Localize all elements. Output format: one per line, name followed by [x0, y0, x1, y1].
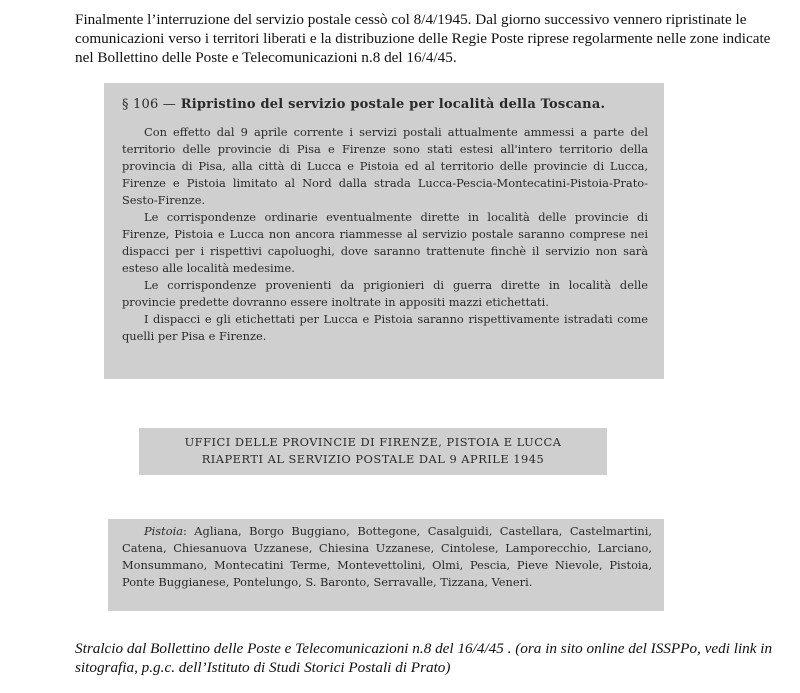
town-list: : Agliana, Borgo Buggiano, Bottegone, Casalguidi, Castellara, Castelmartini, Catena, Chiesanuova Uzzanese, Chiesina Uzzanese, Cintolese, Lamporecchio, Larciano, Monsummano, Montecatini Terme, Montevettolini, Olmi, Pescia, Pieve Nievole, Pistoia, Ponte Buggianese, Pontelungo, S. Baronto, Serravalle, Tizzana, Veneri.	[122, 524, 652, 589]
figure-caption: Stralcio dal Bollettino delle Poste e Telecomunicazioni n.8 del 16/4/45 . (ora in sito online del ISSPPo, vedi link in sitografia, p.g.c. dell’Istituto di Studi Storici Postali di Prato)	[75, 640, 773, 676]
offices-heading-scan	[139, 428, 607, 475]
offices-list-scan	[108, 519, 664, 611]
section-number: § 106 —	[122, 97, 176, 112]
bulletin-scan	[104, 83, 664, 379]
bulletin-paragraph: Le corrispondenze ordinarie eventualmente dirette in località delle provincie di Firenze, Pistoia e Lucca non ancora riammesse al servizio postale saranno comprese nei dispacci per i rispettivi capoluoghi, dove saranno trattenute finchè il servizio non sarà esteso alle località medesime.	[122, 210, 648, 275]
offices-list	[122, 523, 652, 591]
bulletin-paragraph: Con effetto dal 9 aprile corrente i servizi postali attualmente ammessi a parte del territorio delle provincie di Pisa e Firenze sono stati estesi all'intero territorio della provincia di Pisa, alla città di Lucca e Pistoia ed al territorio delle provincie di Lucca, Firenze e Pistoia limitato al Nord dalla strada Lucca-Pescia-Montecatini-Pistoia-Prato-Sesto-Firenze.	[122, 125, 648, 207]
bulletin-paragraph: I dispacci e gli etichettati per Lucca e Pistoia saranno rispettivamente istradati come quelli per Pisa e Firenze.	[122, 312, 648, 343]
offices-heading-line: RIAPERTI AL SERVIZIO POSTALE DAL 9 APRILE 1945	[201, 452, 545, 466]
section-title: Ripristino del servizio postale per località della Toscana.	[180, 97, 606, 112]
bulletin-paragraph: Le corrispondenze provenienti da prigionieri di guerra dirette in località delle provincie predette dovranno essere inoltrate in appositi mazzi etichettati.	[122, 278, 648, 309]
province-name: Pistoia	[144, 524, 184, 538]
intro-paragraph: Finalmente l’interruzione del servizio postale cessò col 8/4/1945. Dal giorno successivo vennero ripristinate le comunicazioni verso i territori liberati e la distribuzione delle Regie Poste riprese regolarmente nelle zone indicate nel Bollettino delle Poste e Telecomunicazioni n.8 del 16/4/45.	[75, 11, 771, 66]
offices-heading-line: UFFICI DELLE PROVINCIE DI FIRENZE, PISTOIA E LUCCA	[184, 435, 562, 449]
bulletin-heading	[122, 97, 648, 112]
